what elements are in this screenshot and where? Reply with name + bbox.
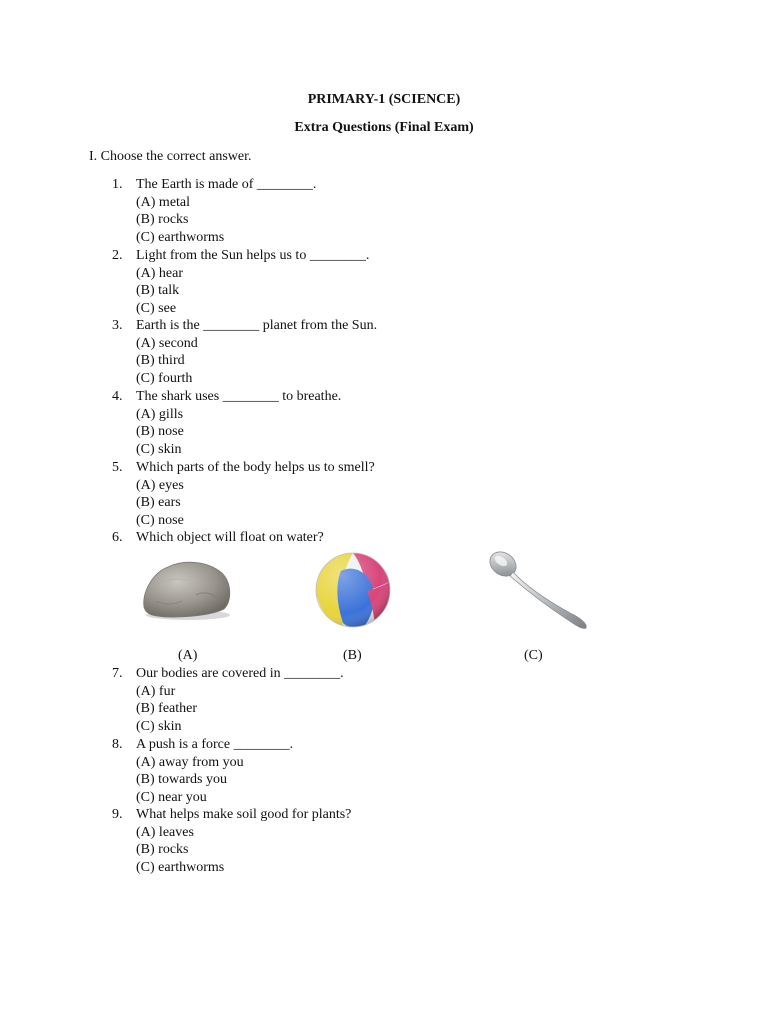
question-number: 1.: [112, 177, 123, 192]
option-b: (B) third: [136, 353, 185, 369]
question-6: [112, 529, 324, 547]
question-7: [112, 665, 344, 735]
question-5: [112, 459, 375, 529]
question-number: 3.: [112, 318, 123, 333]
option-b: (B) towards you: [136, 772, 227, 788]
option-a: (A) leaves: [136, 824, 194, 840]
image-label-a: (A): [178, 648, 198, 663]
option-b: (B) nose: [136, 424, 184, 440]
option-c: (C) nose: [136, 512, 184, 528]
question-2: [112, 247, 369, 317]
question-stem: Our bodies are covered in ________.: [136, 666, 344, 681]
option-c: (C) fourth: [136, 370, 193, 386]
option-c: (C) see: [136, 300, 177, 316]
question-number: 6.: [112, 530, 123, 545]
image-label-b: (B): [343, 648, 362, 663]
page-title: PRIMARY-1 (SCIENCE): [307, 92, 461, 107]
option-a: (A) second: [136, 335, 198, 351]
question-number: 5.: [112, 460, 123, 475]
option-b: (B) ears: [136, 495, 181, 511]
option-c: (C) skin: [136, 441, 182, 457]
option-a: (A) metal: [136, 194, 191, 210]
option-c: (C) skin: [136, 718, 182, 734]
option-a: (A) hear: [136, 265, 184, 281]
question-number: 9.: [112, 807, 123, 822]
option-b: (B) talk: [136, 283, 180, 299]
question-stem: Light from the Sun helps us to ________.: [136, 248, 370, 263]
question-stem: Which object will float on water?: [136, 530, 324, 545]
question-stem: A push is a force ________.: [136, 737, 294, 752]
beach-ball-icon: [313, 549, 393, 636]
option-b: (B) feather: [136, 701, 198, 717]
question-stem: Earth is the ________ planet from the Sun.: [136, 318, 378, 333]
question-1: [112, 176, 316, 246]
question-stem: The Earth is made of ________.: [136, 177, 317, 192]
spoon-icon: [486, 548, 594, 635]
section-heading: I. Choose the correct answer.: [89, 149, 252, 164]
option-c: (C) earthworms: [136, 229, 225, 245]
option-b: (B) rocks: [136, 212, 189, 228]
question-number: 8.: [112, 737, 123, 752]
option-a: (A) gills: [136, 406, 184, 422]
question-9: [112, 806, 351, 876]
question-number: 7.: [112, 666, 123, 681]
question-3: [112, 317, 377, 387]
option-a: (A) away from you: [136, 754, 244, 770]
question-stem: The shark uses ________ to breathe.: [136, 389, 342, 404]
option-b: (B) rocks: [136, 842, 189, 858]
rock-icon: [138, 555, 234, 628]
question-number: 4.: [112, 389, 123, 404]
option-a: (A) fur: [136, 683, 176, 699]
page-subtitle: Extra Questions (Final Exam): [294, 120, 474, 135]
question-8: [112, 736, 293, 806]
image-label-c: (C): [524, 648, 543, 663]
question-number: 2.: [112, 248, 123, 263]
question-stem: What helps make soil good for plants?: [136, 807, 352, 822]
option-c: (C) near you: [136, 789, 207, 805]
question-4: [112, 388, 341, 458]
option-c: (C) earthworms: [136, 859, 225, 875]
option-a: (A) eyes: [136, 477, 184, 493]
question-stem: Which parts of the body helps us to smell?: [136, 460, 375, 475]
